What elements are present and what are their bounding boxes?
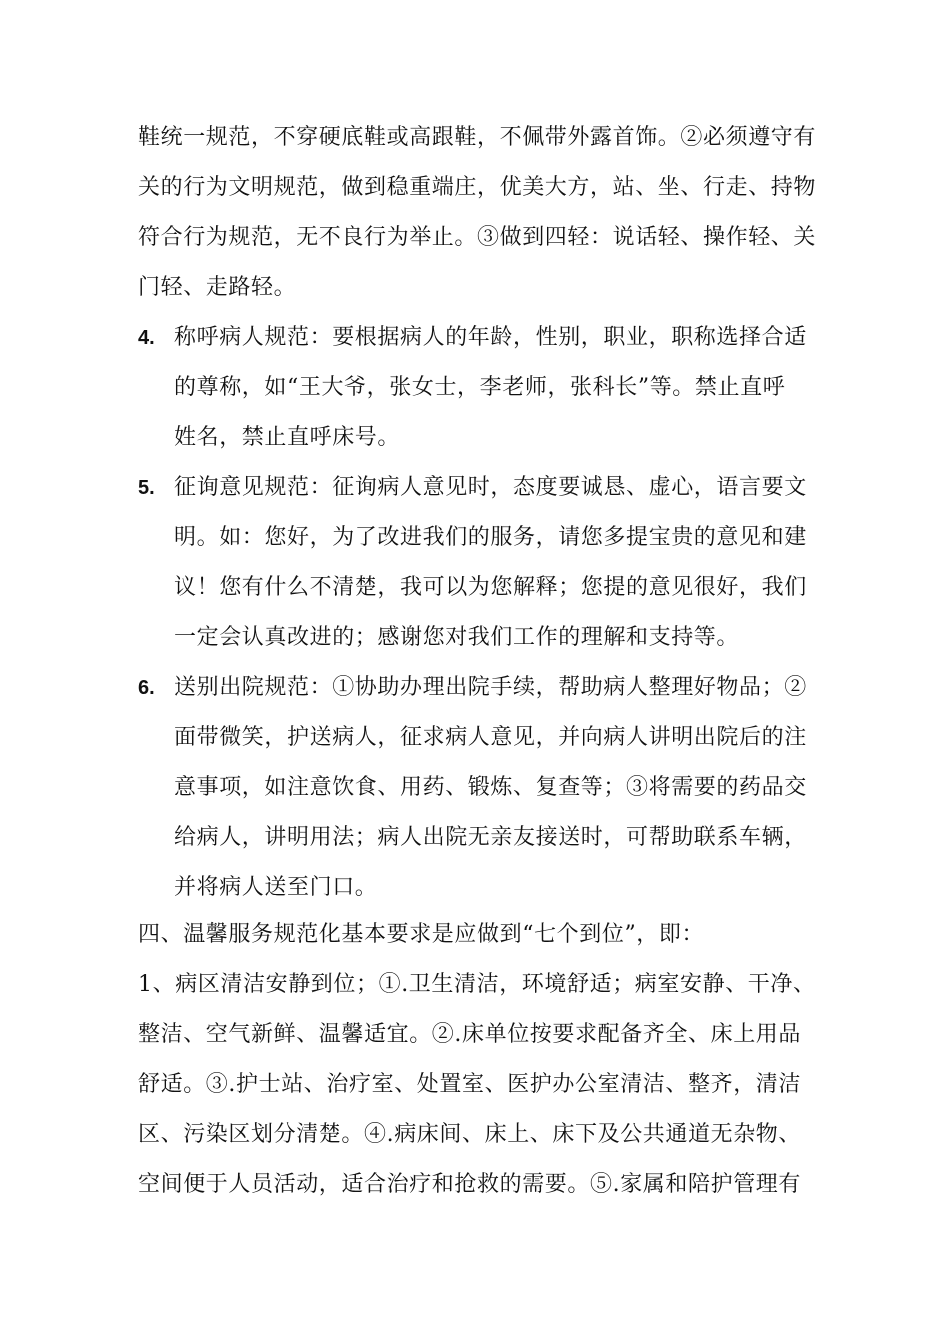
- list-item-line: 征询意见规范：征询病人意见时，态度要诚恳、虚心，语言要文: [174, 475, 807, 500]
- text-line: 整洁、空气新鲜、温馨适宜。②.床单位按要求配备齐全、床上用品: [138, 1022, 801, 1047]
- list-item-line: 给病人，讲明用法；病人出院无亲友接送时，可帮助联系车辆，: [174, 825, 807, 850]
- text-line: 门轻、走路轻。: [138, 275, 297, 300]
- section-heading: 四、温馨服务规范化基本要求是应做到“七个到位”，即：: [138, 922, 705, 947]
- list-item-number: 4.: [138, 327, 155, 349]
- list-item-line: 明。如：您好，为了改进我们的服务，请您多提宝贵的意见和建: [174, 525, 807, 550]
- list-item-line: 一定会认真改进的；感谢您对我们工作的理解和支持等。: [174, 625, 740, 650]
- list-item-line: 意事项，如注意饮食、用药、锻炼、复查等；③将需要的药品交: [174, 775, 807, 800]
- text-line: 鞋统一规范，不穿硬底鞋或高跟鞋，不佩带外露首饰。②必须遵守有: [138, 125, 817, 150]
- list-item-number: 6.: [138, 677, 155, 699]
- text-line: 关的行为文明规范，做到稳重端庄，优美大方，站、坐、行走、持物: [138, 175, 817, 200]
- text-line: 符合行为规范，无不良行为举止。③做到四轻：说话轻、操作轻、关: [138, 225, 817, 250]
- list-item-line: 的尊称，如“王大爷，张女士，李老师，张科长”等。禁止直呼: [174, 375, 786, 400]
- list-item-line: 送别出院规范：①协助办理出院手续，帮助病人整理好物品；②: [174, 675, 807, 700]
- list-item-line: 并将病人送至门口。: [174, 875, 378, 900]
- list-item-line: 议！您有什么不清楚，我可以为您解释；您提的意见很好，我们: [174, 575, 807, 600]
- list-item-number: 5.: [138, 477, 155, 499]
- text-line: 区、污染区划分清楚。④.病床间、床上、床下及公共通道无杂物、: [138, 1122, 801, 1147]
- text-line: 空间便于人员活动，适合治疗和抢救的需要。⑤.家属和陪护管理有: [138, 1172, 801, 1197]
- list-item-line: 姓名，禁止直呼床号。: [174, 425, 401, 450]
- text-line: 1、病区清洁安静到位；①.卫生清洁，环境舒适；病室安静、干净、: [138, 972, 816, 997]
- list-item-line: 面带微笑，护送病人，征求病人意见，并向病人讲明出院后的注: [174, 725, 807, 750]
- list-item-line: 称呼病人规范：要根据病人的年龄，性别，职业，职称选择合适: [174, 325, 807, 350]
- text-line: 舒适。③.护士站、治疗室、处置室、医护办公室清洁、整齐，清洁: [138, 1072, 801, 1097]
